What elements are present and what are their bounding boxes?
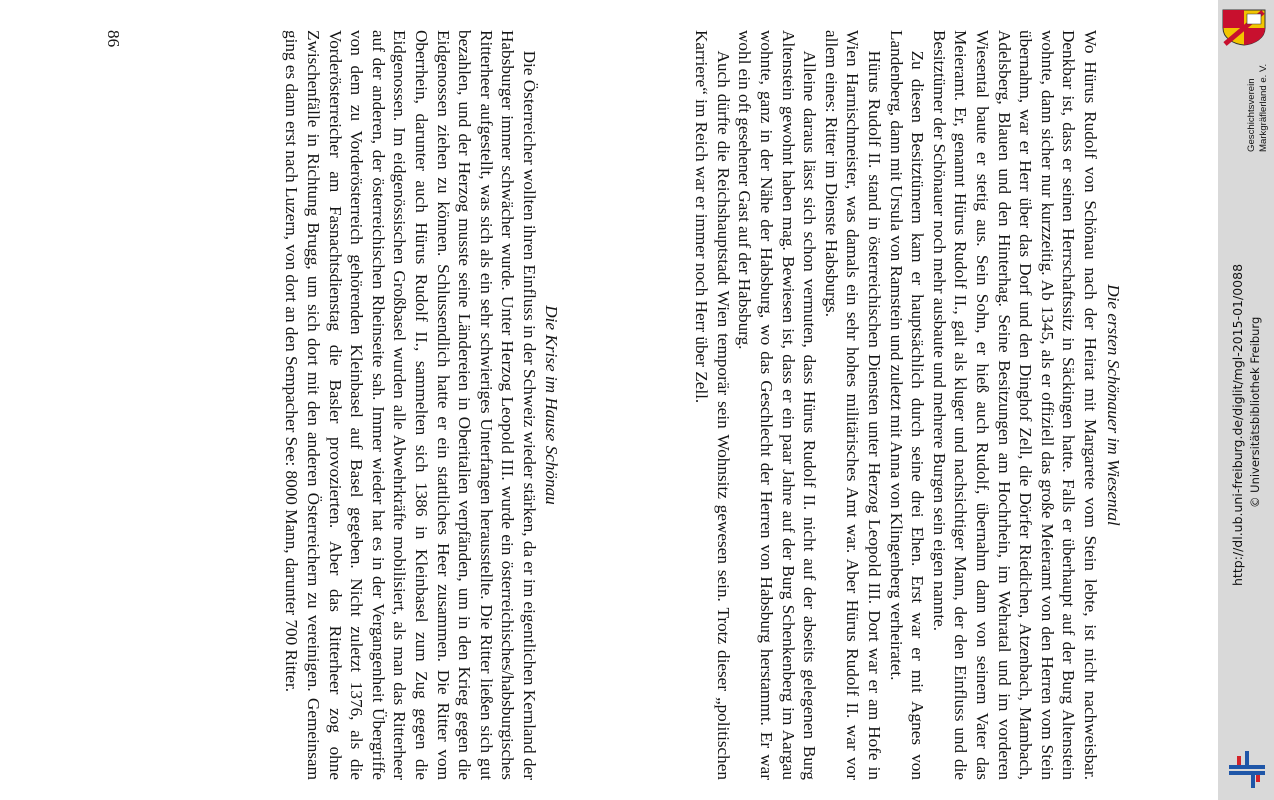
paragraph: Wo Hürus Rudolf von Schönau nach der Heirat mit Margarete vom Stein lebte, ist nicht nachweisbar. Denkbar ist, dass er seinen Herrschaftssitz in Säckingen hatte. Falls er überhaupt auf der Burg Altenstein wohnte, dann sicher nur kurzzeitig. Ab 1345, als er offiziell das große Meieramt von den Herren vom Stein übernahm, war er Herr über das Dorf und den Dinghof Zell, die Dörfer Riedichen, Atzenbach, Mambach, Adelsberg, Blauen und den Hinterhag. Seine Besitzungen am Hochrhein, im Wehratal und im vorderen Wiesental baute er stetig aus. Sein Sohn, er hieß auch Rudolf, übernahm dann von seinem Vater das Meieramt. Er, genannt Hürus Rudolf II., galt als kluger und nachsichtiger Mann, der den Einfluss und die Besitztümer der Schönauer noch mehr ausbaute und mehrere Burgen sein eigen nannte. — [929, 30, 1100, 780]
paragraph: Auch dürfte die Reichshauptstadt Wien temporär sein Wohnsitz gewesen sein. Trotz dieser „politischen Karriere“ im Reich war er immer noch Herr über Zell. — [692, 30, 733, 780]
section-heading-2: Die Krise im Hause Schönau — [542, 305, 561, 505]
paragraph: Zu diesen Besitztümern kam er hauptsächlich durch seine drei Ehen. Erst war er mit Agnes von Landenberg, dann mit Ursula von Ramstein und zuletzt mit Anna von Klingenberg verheiratet. — [886, 30, 928, 780]
section-body-2 — [281, 30, 540, 780]
section-body-1 — [691, 30, 1101, 780]
dfg-logo-icon — [1226, 748, 1268, 790]
page-number: 86 — [104, 30, 123, 48]
publisher-line-2: Markgräflerland e. V. — [1258, 63, 1269, 152]
publisher-line-1: Geschichtsverein — [1246, 78, 1257, 152]
paragraph: Die Österreicher wollten ihren Einfluss in der Schweiz wieder stärken, da er im eigentlichen Kernland der Habsburger immer schwächer wurde. Unter Herzog Leopold III. wurde ein österreichisches/habsburgisches Ritterheer aufgestellt, was sich als ein sehr schwieriges Unterfangen herausstellte. Die Ritter ließen sich gut bezahlen, und der Herzog musste seine Ländereien in Oberitalien verpfänden, um in den Krieg gegen die Eidgenossen ziehen zu können. Schlussendlich hatte er ein stattliches Heer zusammen. Die Ritter vom Oberrhein, darunter auch Hürus Rudolf II., sammelten sich 1386 in Kleinbasel zum Zug gegen die Eidgenossen. Im eidgenössischen Großbasel wurden alle Abwehrkräfte mobilisiert, als man das Ritterheer auf der anderen, der österreichischen Rheinseite sah. Immer wieder hat es in der Vergangenheit Übergriffe von dem zu Vorderösterreich gehörenden Kleinbasel auf Basel gegeben. Nicht zuletzt 1376, als die Vorderösterreicher am Fasnachtsdienstag die Basler provozierten. Aber das Ritterheer zog ohne Zwischenfälle in Richtung Brugg, um sich dort mit den anderen Österreichern zu vereinigen. Gemeinsam ging es dann erst nach Luzern, von dort an den Sempacher See: 8000 Mann, darunter 700 Ritter. — [282, 30, 539, 780]
paragraph: Hürus Rudolf II. stand in österreichischen Diensten unter Herzog Leopold III. Dort war er am Hofe in Wien Harnischmeister, was damals ein sehr hohes militärisches Amt war. Aber Hürus Rudolf II. war vor allem eines: Ritter im Dienste Habsburgs. — [821, 30, 885, 780]
permalink-url[interactable]: http://dl.ub.uni-freiburg.de/diglit/mgl-2015-01/0088 — [1230, 263, 1245, 586]
section-heading-1: Die ersten Schönauer im Wiesental — [1104, 284, 1123, 526]
coat-of-arms-icon — [1221, 8, 1267, 46]
paragraph: Alleine daraus lässt sich schon vermuten, dass Hürus Rudolf II. nicht auf der abseits gelegenen Burg Altenstein gewohnt haben mag. Bewiesen ist, dass er ein paar Jahre auf der Burg Schenkenberg im Aargau wohnte, ganz in der Nähe der Habsburg, wo das Geschlecht der Herren von Habsburg herstammt. Er war wohl ein oft gesehener Gast auf der Habsburg. — [735, 30, 820, 780]
copyright-notice: © Universitätsbibliothek Freiburg — [1248, 316, 1262, 508]
rotated-page-content — [104, 30, 1124, 780]
